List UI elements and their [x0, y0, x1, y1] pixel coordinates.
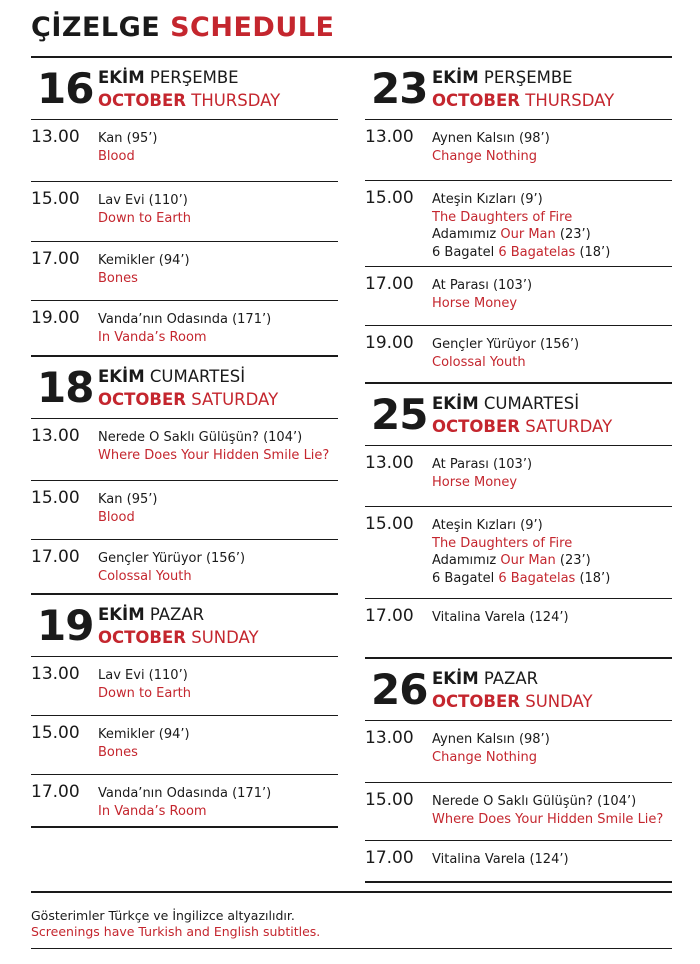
- title-english: SCHEDULE: [170, 12, 335, 43]
- month-turkish: EKİM: [98, 68, 145, 87]
- film-line: [98, 785, 271, 803]
- film-line: [432, 811, 663, 829]
- film-line: [432, 793, 663, 811]
- film-line: [98, 130, 157, 148]
- note-english: Screenings have Turkish and English subtitles.: [31, 924, 321, 939]
- weekday-english: SATURDAY: [191, 390, 279, 409]
- day-number: 25: [371, 390, 428, 439]
- day-header: [31, 357, 338, 419]
- film-title-english: Down to Earth: [98, 210, 192, 226]
- screening-row: [31, 480, 338, 539]
- screening-row: [365, 180, 672, 266]
- film-title-english: Down to Earth: [98, 685, 192, 701]
- weekday-turkish: PERŞEMBE: [483, 68, 573, 87]
- schedule-day: [31, 595, 338, 828]
- film-title-turkish: Adamımız: [432, 553, 501, 568]
- screening-time: 15.00: [365, 790, 414, 810]
- screening-row: [365, 446, 672, 506]
- left-column: [31, 58, 338, 828]
- film-line: [98, 311, 271, 329]
- film-line: [98, 726, 190, 744]
- film-line: [432, 209, 610, 227]
- film-title-turkish: Ateşin Kızları (9’): [432, 192, 543, 207]
- film-line: [432, 130, 550, 148]
- day-header: [365, 384, 672, 446]
- film-list: [98, 726, 190, 761]
- screening-time: 13.00: [31, 426, 80, 446]
- film-list: [432, 336, 579, 371]
- film-title-english: Blood: [98, 148, 135, 164]
- screening-row: [31, 241, 338, 300]
- month-english: OCTOBER: [98, 91, 186, 110]
- film-list: [432, 793, 663, 828]
- film-title-turkish: Gençler Yürüyor (156’): [98, 551, 246, 566]
- film-title-turkish: Kan (95’): [98, 131, 158, 146]
- screening-time: 17.00: [365, 848, 414, 868]
- screening-time: 13.00: [365, 127, 414, 147]
- schedule-day: [365, 384, 672, 659]
- film-title-turkish: Kan (95’): [98, 492, 158, 507]
- film-title-turkish: Kemikler (94’): [98, 253, 190, 268]
- film-list: [98, 192, 191, 227]
- screening-row: [365, 721, 672, 782]
- month-english: OCTOBER: [432, 91, 520, 110]
- page-title: [31, 12, 334, 43]
- day-number: 18: [37, 363, 94, 412]
- right-column: [365, 58, 672, 883]
- day-label-english: [432, 691, 593, 713]
- month-turkish: EKİM: [432, 68, 479, 87]
- screening-row: [365, 120, 672, 180]
- day-header: [31, 58, 338, 120]
- film-title-english: Blood: [98, 509, 135, 525]
- film-title-english: Where Does Your Hidden Smile Lie?: [432, 811, 664, 827]
- weekday-english: THURSDAY: [191, 91, 281, 110]
- screening-time: 13.00: [365, 728, 414, 748]
- film-line: [98, 550, 245, 568]
- title-turkish: ÇİZELGE: [31, 12, 161, 43]
- film-title-english: Horse Money: [432, 474, 518, 490]
- screening-time: 15.00: [31, 488, 80, 508]
- month-english: OCTOBER: [98, 628, 186, 647]
- film-title-english: Where Does Your Hidden Smile Lie?: [98, 447, 330, 463]
- month-turkish: EKİM: [98, 605, 145, 624]
- film-line: [98, 329, 271, 347]
- day-number: 19: [37, 601, 94, 650]
- screening-time: 15.00: [31, 723, 80, 743]
- film-title-english: Colossal Youth: [98, 568, 192, 584]
- weekday-turkish: PERŞEMBE: [149, 68, 239, 87]
- film-line: [98, 270, 190, 288]
- film-line: [432, 354, 579, 372]
- film-line: [432, 277, 532, 295]
- screening-time: 17.00: [365, 606, 414, 626]
- screening-row: [31, 539, 338, 593]
- film-title-english: Bones: [98, 270, 138, 286]
- screening-row: [365, 840, 672, 881]
- film-list: [432, 130, 550, 165]
- screening-row: [31, 300, 338, 355]
- screening-row: [31, 419, 338, 480]
- film-list: [98, 550, 245, 585]
- film-line: [432, 609, 569, 627]
- film-line: [432, 244, 610, 262]
- film-list: [432, 277, 532, 312]
- film-line: [432, 535, 610, 553]
- film-line: [432, 474, 532, 492]
- weekday-turkish: CUMARTESİ: [149, 367, 246, 386]
- film-duration: (23’): [555, 227, 591, 242]
- screening-time: 15.00: [365, 188, 414, 208]
- film-title-turkish: 6 Bagatel: [432, 570, 499, 586]
- schedule-day: [31, 357, 338, 595]
- film-line: [432, 226, 610, 244]
- film-title-english: Our Man: [500, 553, 556, 568]
- film-line: [98, 192, 191, 210]
- film-title-english: In Vanda’s Room: [98, 329, 207, 345]
- film-line: [432, 749, 550, 767]
- film-list: [98, 429, 329, 464]
- film-list: [432, 731, 550, 766]
- film-line: [432, 517, 610, 535]
- film-list: [98, 311, 271, 346]
- film-line: [432, 552, 610, 570]
- film-title-turkish: Kemikler (94’): [98, 727, 190, 742]
- subtitle-note: [31, 891, 672, 949]
- film-line: [98, 744, 190, 762]
- film-duration: (18’): [575, 570, 611, 586]
- film-line: [432, 336, 579, 354]
- film-title-turkish: Lav Evi (110’): [98, 193, 188, 208]
- film-title-turkish: Nerede O Saklı Gülüşün? (104’): [432, 794, 637, 809]
- weekday-turkish: PAZAR: [483, 669, 539, 688]
- film-title-english: 6 Bagatelas: [498, 244, 576, 260]
- film-title-turkish: Ateşin Kızları (9’): [432, 518, 543, 533]
- day-label-turkish: [432, 669, 538, 689]
- weekday-turkish: PAZAR: [149, 605, 205, 624]
- film-list: [98, 667, 191, 702]
- screening-time: 13.00: [31, 664, 80, 684]
- day-label-turkish: [98, 68, 239, 88]
- film-title-english: In Vanda’s Room: [98, 803, 207, 819]
- schedule-day: [365, 58, 672, 384]
- month-english: OCTOBER: [98, 390, 186, 409]
- weekday-english: THURSDAY: [525, 91, 615, 110]
- screening-time: 15.00: [365, 514, 414, 534]
- film-title-english: Our Man: [500, 227, 556, 242]
- film-line: [98, 568, 245, 586]
- film-list: [432, 456, 532, 491]
- film-title-turkish: Vitalina Varela (124’): [432, 610, 569, 625]
- screening-time: 17.00: [31, 547, 80, 567]
- film-line: [98, 491, 157, 509]
- film-title-english: Horse Money: [432, 295, 518, 311]
- screening-time: 13.00: [365, 453, 414, 473]
- film-list: [432, 609, 569, 627]
- film-title-turkish: Vanda’nın Odasında (171’): [98, 786, 272, 801]
- screening-time: 19.00: [365, 333, 414, 353]
- day-number: 23: [371, 64, 428, 113]
- note-turkish: Gösterimler Türkçe ve İngilizce altyazılıdır.: [31, 908, 295, 923]
- film-line: [432, 456, 532, 474]
- film-list: [432, 517, 610, 587]
- screening-row: [365, 506, 672, 598]
- film-title-turkish: Aynen Kalsın (98’): [432, 131, 550, 146]
- film-line: [98, 667, 191, 685]
- screening-row: [365, 782, 672, 840]
- day-label-english: [432, 90, 614, 112]
- day-label-english: [98, 90, 280, 112]
- film-line: [432, 570, 610, 588]
- day-header: [31, 595, 338, 657]
- weekday-english: SUNDAY: [191, 628, 259, 647]
- day-label-turkish: [98, 367, 245, 387]
- film-line: [98, 803, 271, 821]
- film-line: [98, 447, 329, 465]
- month-turkish: EKİM: [432, 394, 479, 413]
- film-line: [432, 851, 569, 869]
- month-turkish: EKİM: [98, 367, 145, 386]
- screening-row: [31, 120, 338, 181]
- screening-row: [31, 715, 338, 774]
- film-list: [98, 785, 271, 820]
- film-line: [432, 148, 550, 166]
- film-title-turkish: Gençler Yürüyor (156’): [432, 337, 580, 352]
- month-english: OCTOBER: [432, 692, 520, 711]
- day-label-turkish: [98, 605, 204, 625]
- screening-time: 17.00: [365, 274, 414, 294]
- film-title-turkish: Aynen Kalsın (98’): [432, 732, 550, 747]
- film-title-english: The Daughters of Fire: [432, 535, 573, 551]
- film-line: [432, 731, 550, 749]
- film-title-english: Change Nothing: [432, 148, 538, 164]
- weekday-turkish: CUMARTESİ: [483, 394, 580, 413]
- day-number: 26: [371, 665, 428, 714]
- screening-row: [365, 266, 672, 325]
- film-line: [98, 429, 329, 447]
- day-header: [365, 659, 672, 721]
- month-turkish: EKİM: [432, 669, 479, 688]
- film-title-english: Change Nothing: [432, 749, 538, 765]
- screening-row: [31, 181, 338, 241]
- screening-row: [31, 657, 338, 715]
- film-title-english: The Daughters of Fire: [432, 209, 573, 225]
- day-label-english: [432, 416, 612, 438]
- day-label-english: [98, 389, 278, 411]
- day-number: 16: [37, 64, 94, 113]
- screening-row: [31, 774, 338, 826]
- month-english: OCTOBER: [432, 417, 520, 436]
- screening-time: 19.00: [31, 308, 80, 328]
- film-title-english: Bones: [98, 744, 138, 760]
- screening-time: 15.00: [31, 189, 80, 209]
- film-list: [98, 252, 190, 287]
- film-line: [432, 191, 610, 209]
- screening-row: [365, 598, 672, 657]
- day-label-turkish: [432, 68, 573, 88]
- film-title-turkish: Adamımız: [432, 227, 501, 242]
- schedule-day: [31, 58, 338, 357]
- film-line: [98, 252, 190, 270]
- weekday-english: SUNDAY: [525, 692, 593, 711]
- screening-time: 13.00: [31, 127, 80, 147]
- day-label-english: [98, 627, 259, 649]
- film-title-english: 6 Bagatelas: [498, 570, 576, 586]
- film-list: [98, 491, 157, 526]
- film-title-turkish: Nerede O Saklı Gülüşün? (104’): [98, 430, 303, 445]
- film-title-turkish: Vanda’nın Odasında (171’): [98, 312, 272, 327]
- film-title-turkish: At Parası (103’): [432, 278, 533, 293]
- film-list: [432, 191, 610, 261]
- screening-row: [365, 325, 672, 382]
- film-title-turkish: At Parası (103’): [432, 457, 533, 472]
- day-header: [365, 58, 672, 120]
- screening-time: 17.00: [31, 782, 80, 802]
- film-list: [432, 851, 569, 869]
- film-title-english: Colossal Youth: [432, 354, 526, 370]
- film-line: [98, 210, 191, 228]
- screening-time: 17.00: [31, 249, 80, 269]
- schedule-day: [365, 659, 672, 883]
- film-line: [98, 148, 157, 166]
- film-title-turkish: 6 Bagatel: [432, 244, 499, 260]
- day-label-turkish: [432, 394, 579, 414]
- film-line: [98, 509, 157, 527]
- film-line: [98, 685, 191, 703]
- film-line: [432, 295, 532, 313]
- film-title-turkish: Lav Evi (110’): [98, 668, 188, 683]
- weekday-english: SATURDAY: [525, 417, 613, 436]
- film-title-turkish: Vitalina Varela (124’): [432, 852, 569, 867]
- film-duration: (23’): [555, 553, 591, 568]
- film-duration: (18’): [575, 244, 611, 260]
- film-list: [98, 130, 157, 165]
